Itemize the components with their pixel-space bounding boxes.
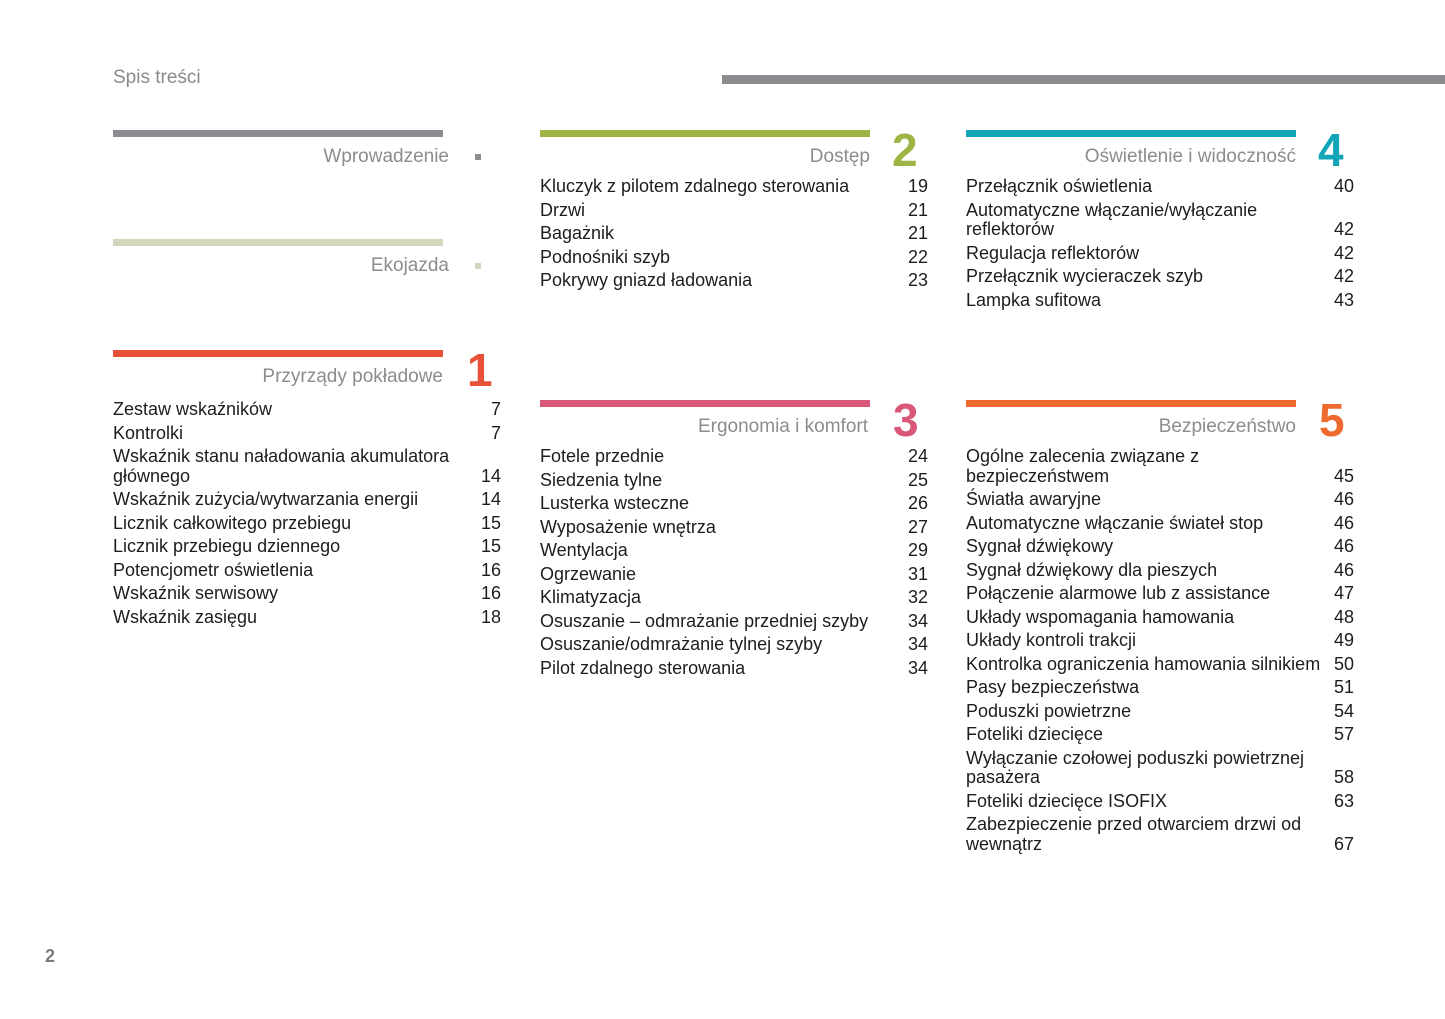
toc-entry-page: 14 [480,465,501,486]
toc-entry-label: Pilot zdalnego sterowania [540,657,746,678]
toc-entry-label: Potencjometr oświetlenia [113,559,314,580]
toc-entry[interactable] [966,815,1356,854]
entry-list [966,447,1356,858]
toc-entry-label: Bagażnik [540,223,615,243]
section-bar [113,239,443,246]
toc-entry-page: 26 [907,493,928,513]
toc-entry-label: Pasy bezpieczeństwa [966,677,1140,697]
toc-entry[interactable] [540,494,930,514]
toc-entry[interactable] [113,584,503,604]
section-title[interactable]: Przyrządy pokładowe [262,366,443,387]
toc-entry-label: Podnośniki szyb [540,246,671,267]
toc-entry-label: Drzwi [540,199,585,220]
toc-entry[interactable] [966,514,1356,534]
toc-entry-label: Ogólne zalecenia związane z bezpieczeństwem [966,446,1200,486]
section-title[interactable]: Wprowadzenie [323,146,449,167]
toc-entry-label: Foteliki dziecięce [966,724,1104,744]
toc-entry[interactable] [540,177,930,197]
toc-entry-page: 7 [490,399,501,419]
toc-entry[interactable] [540,224,930,244]
toc-entry[interactable] [966,267,1356,287]
toc-entry[interactable] [113,514,503,534]
section-title[interactable]: Ekojazda [370,255,449,276]
toc-entry[interactable] [540,612,930,632]
toc-entry[interactable] [966,201,1356,240]
section-bar [966,130,1296,137]
toc-entry[interactable] [966,678,1356,698]
toc-entry-page: 25 [907,469,928,490]
section-title[interactable]: Bezpieczeństwo [1158,416,1296,437]
toc-entry-page: 46 [1333,536,1354,556]
toc-entry-label: Foteliki dziecięce ISOFIX [966,790,1168,811]
toc-entry[interactable] [966,447,1356,486]
bullet-square-icon [475,154,481,160]
toc-entry[interactable] [966,537,1356,557]
section-bar [966,400,1296,407]
toc-entry-label: Automatyczne włączanie świateł stop [966,512,1264,533]
section-number: 5 [1319,394,1345,446]
toc-entry[interactable] [540,588,930,608]
toc-entry-page: 57 [1333,724,1354,744]
toc-entry-label: Osuszanie/odmrażanie tylnej szyby [540,634,823,654]
toc-entry-page: 19 [907,176,928,196]
toc-entry-label: Układy wspomagania hamowania [966,606,1235,627]
toc-entry-label: Kontrolki [113,422,184,443]
toc-entry[interactable] [540,541,930,561]
page-title: Spis treści [113,67,201,88]
toc-entry-label: Lusterka wsteczne [540,493,690,513]
toc-entry-page: 47 [1333,583,1354,603]
toc-entry-label: Sygnał dźwiękowy [966,536,1114,556]
section-bar [113,130,443,137]
toc-entry-page: 21 [907,223,928,243]
toc-entry-label: Przełącznik oświetlenia [966,176,1153,196]
section-title[interactable]: Ergonomia i komfort [697,416,868,437]
section-number: 3 [893,394,919,446]
toc-entry-label: Układy kontroli trakcji [966,630,1137,650]
section-bar [540,400,870,407]
section-ekojazda [113,239,453,279]
toc-entry-page: 27 [907,516,928,537]
toc-entry-page: 21 [907,199,928,220]
toc-entry[interactable] [966,561,1356,581]
toc-entry-label: Kluczyk z pilotem zdalnego sterowania [540,176,850,196]
section-ergonomia [540,394,930,690]
section-oswietlenie [966,124,1356,320]
toc-entry-page: 42 [1333,242,1354,263]
toc-entry[interactable] [966,244,1356,264]
toc-entry[interactable] [113,400,503,420]
toc-entry[interactable] [966,291,1356,311]
toc-entry-label: Wyposażenie wnętrza [540,516,716,537]
entry-list [113,400,503,631]
toc-entry-page: 63 [1333,790,1354,811]
toc-entry-page: 32 [907,587,928,607]
toc-entry[interactable] [113,490,503,510]
toc-entry-page: 46 [1333,512,1354,533]
section-wprowadzenie [113,130,453,170]
entry-list [540,177,930,295]
toc-entry-page: 54 [1333,700,1354,721]
toc-entry-page: 42 [1333,219,1354,239]
toc-entry-label: Kontrolka ograniczenia hamowania silnikiem [966,653,1321,674]
toc-entry[interactable] [113,561,503,581]
toc-entry-page: 24 [907,446,928,466]
toc-entry[interactable] [540,565,930,585]
toc-entry[interactable] [540,635,930,655]
toc-entry[interactable] [540,271,930,291]
toc-entry[interactable] [540,447,930,467]
toc-entry-page: 50 [1333,653,1354,674]
toc-entry-page: 49 [1333,630,1354,650]
toc-entry-label: Osuszanie – odmrażanie przedniej szyby [540,610,869,631]
toc-entry-page: 15 [480,536,501,556]
toc-entry[interactable] [113,537,503,557]
toc-entry-page: 15 [480,512,501,533]
section-number: 1 [467,344,493,396]
toc-entry-page: 14 [480,489,501,509]
toc-entry[interactable] [966,631,1356,651]
toc-entry-page: 23 [907,270,928,290]
toc-entry-page: 43 [1333,289,1354,310]
toc-entry[interactable] [113,424,503,444]
section-number: 2 [892,124,918,176]
toc-entry[interactable] [966,655,1356,675]
section-title[interactable]: Dostęp [809,146,870,167]
toc-entry-page: 16 [480,559,501,580]
toc-entry-label: Światła awaryjne [966,489,1102,509]
toc-entry-page: 34 [907,634,928,654]
toc-entry-page: 58 [1333,767,1354,787]
toc-entry-label: Poduszki powietrzne [966,700,1132,721]
toc-entry-label: Wskaźnik zasięgu [113,606,258,627]
bullet-square-icon [475,263,481,269]
toc-entry[interactable] [113,608,503,628]
toc-entry-page: 22 [907,246,928,267]
entry-list [966,177,1356,314]
section-dostep [540,124,930,300]
toc-entry-label: Wskaźnik serwisowy [113,583,279,603]
toc-entry-page: 18 [480,606,501,627]
toc-entry-label: Licznik przebiegu dziennego [113,536,341,556]
toc-entry-label: Licznik całkowitego przebiegu [113,512,352,533]
toc-entry-label: Wskaźnik stanu naładowania akumulatora głównego [113,446,450,486]
toc-entry[interactable] [966,584,1356,604]
toc-entry-page: 40 [1333,176,1354,196]
toc-entry-page: 48 [1333,606,1354,627]
toc-entry-label: Lampka sufitowa [966,289,1102,310]
toc-entry[interactable] [966,490,1356,510]
section-bezpieczenstwo [966,394,1356,870]
toc-entry-page: 46 [1333,489,1354,509]
toc-entry-label: Wyłączanie czołowej poduszki powietrznej pasażera [966,747,1304,787]
toc-entry-label: Zestaw wskaźników [113,399,273,419]
section-number: 4 [1318,124,1344,176]
toc-entry[interactable] [966,749,1356,788]
toc-entry-page: 34 [907,657,928,678]
toc-entry-label: Fotele przednie [540,446,665,466]
toc-entry-page: 42 [1333,266,1354,286]
header-rule [722,75,1445,84]
section-przyrzady [113,344,503,640]
toc-entry[interactable] [966,792,1356,812]
toc-entry[interactable] [966,725,1356,745]
section-title[interactable]: Oświetlenie i widoczność [1084,146,1296,167]
toc-entry-label: Regulacja reflektorów [966,242,1140,263]
toc-entry[interactable] [540,201,930,221]
toc-entry-label: Siedzenia tylne [540,469,663,490]
toc-entry-label: Przełącznik wycieraczek szyb [966,266,1204,286]
toc-entry[interactable] [540,471,930,491]
toc-entry-page: 29 [907,540,928,560]
toc-entry-page: 7 [490,422,501,443]
page-number: 2 [45,946,56,966]
toc-entry[interactable] [966,177,1356,197]
toc-entry-label: Połączenie alarmowe lub z assistance [966,583,1271,603]
toc-entry-label: Wentylacja [540,540,628,560]
toc-entry-page: 51 [1333,677,1354,697]
toc-entry[interactable] [966,702,1356,722]
toc-entry[interactable] [113,447,503,486]
toc-entry-label: Wskaźnik zużycia/wytwarzania energii [113,489,419,509]
toc-entry-page: 34 [907,610,928,631]
toc-entry[interactable] [966,608,1356,628]
toc-entry-page: 16 [480,583,501,603]
toc-entry-page: 67 [1333,833,1354,854]
toc-entry-label: Klimatyzacja [540,587,642,607]
toc-entry-label: Automatyczne włączanie/wyłączanie reflektorów [966,199,1258,239]
toc-entry-label: Zabezpieczenie przed otwarciem drzwi od wewnątrz [966,814,1302,854]
toc-entry-label: Pokrywy gniazd ładowania [540,270,753,290]
section-bar [540,130,870,137]
entry-list [540,447,930,682]
toc-entry-page: 31 [907,563,928,584]
toc-entry-page: 45 [1333,465,1354,486]
toc-entry[interactable] [540,518,930,538]
toc-entry-label: Ogrzewanie [540,563,637,584]
toc-entry[interactable] [540,659,930,679]
toc-entry[interactable] [540,248,930,268]
toc-entry-page: 46 [1333,559,1354,580]
section-bar [113,350,443,357]
toc-entry-label: Sygnał dźwiękowy dla pieszych [966,559,1218,580]
